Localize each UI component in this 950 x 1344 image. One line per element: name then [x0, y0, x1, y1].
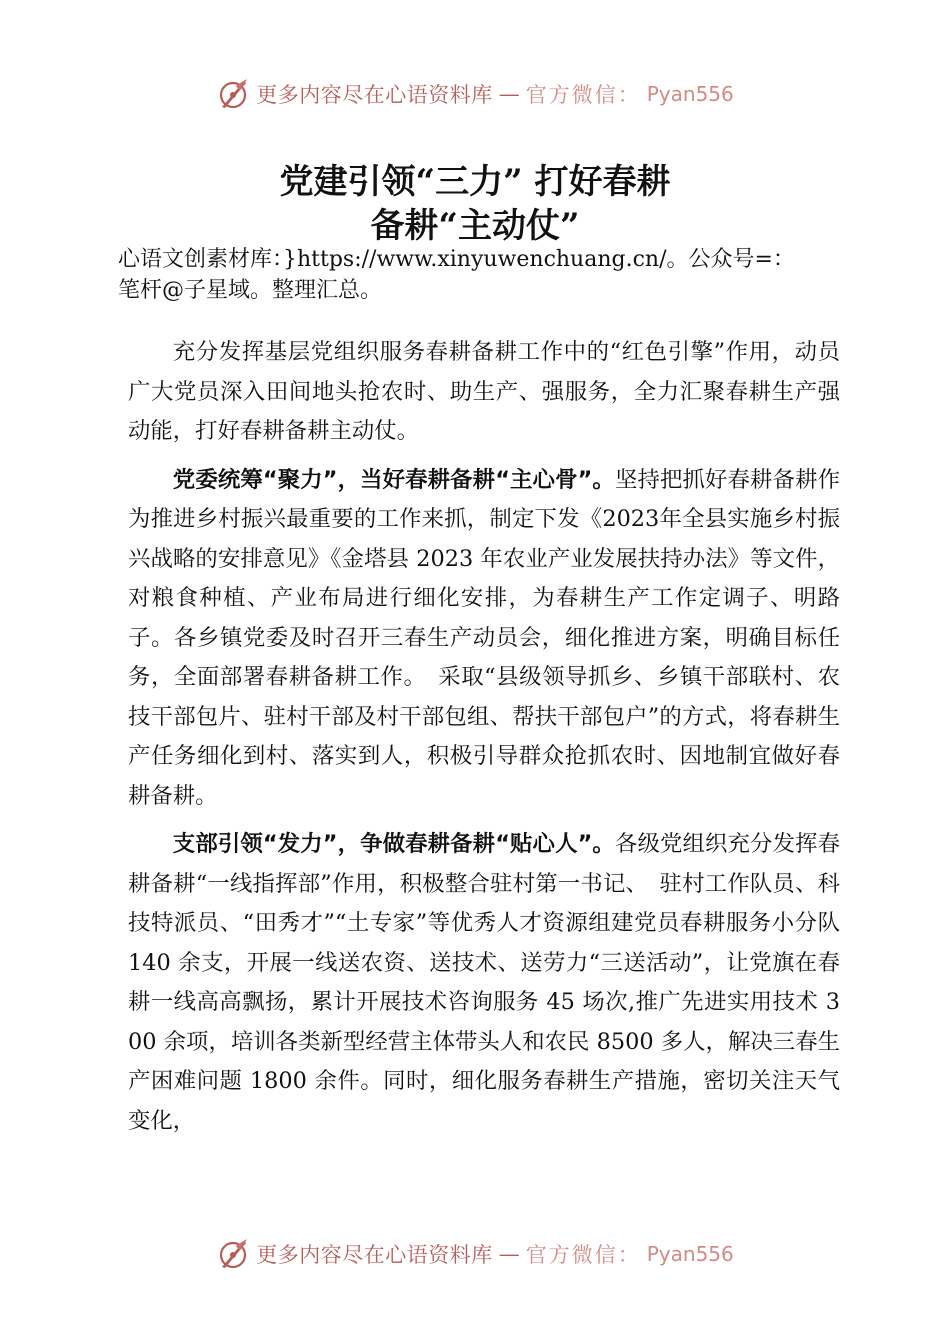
- quill-pen-circle-icon: [216, 77, 250, 111]
- footer-banner: [0, 1232, 950, 1276]
- header-banner: [0, 72, 950, 116]
- paragraph-lead: 党委统筹“聚力”，当好春耕备耕“主心骨”。: [172, 466, 615, 493]
- banner-separator: —: [498, 82, 520, 106]
- source-line2: 笔杆@子星域。整理汇总。: [118, 278, 383, 303]
- paragraph-intro: [128, 333, 840, 452]
- source-line1: 心语文创素材库：}https://www.xinyuwenchuang.cn/。公众号=：: [118, 247, 795, 272]
- banner-wechat-label: 官方微信：: [525, 83, 641, 107]
- paragraph-text: 充分发挥基层党组织服务春耕备耕工作中的“红色引擎”作用，动员广大党员深入田间地头抢农时、助生产、强服务，全力汇聚春耕生产强动能，打好春耕备耕主动仗。: [128, 339, 840, 444]
- banner-wechat-id: Pyan556: [646, 1242, 734, 1266]
- paragraph-party-committee: [128, 461, 840, 817]
- paragraph-lead: 支部引领“发力”，争做春耕备耕“贴心人”。: [172, 831, 615, 857]
- document-body: [128, 333, 840, 1150]
- banner-wechat-id: Pyan556: [646, 82, 734, 106]
- paragraph-text: 坚持把抓好春耕备耕作为推进乡村振兴最重要的工作来抓，制定下发《2023年全县实施乡村振兴战略的安排意见》《金塔县 2023 年农业产业发展扶持办法》等文件，对粮食种植、产业布局进行细化安排，为春耕生产工作定调子、明路子。各乡镇党委及时召开三春生产动员会，细化推进方案，明确目标任务，全面部署春耕备耕工作。 采取“县级领导抓乡、乡镇干部联村、农技干部包片、驻村干部及村干部包组、帮扶干部包户”的方式，将春耕生产任务细化到村、落实到人，积极引导群众抢抓农时、因地制宜做好春耕备耕。: [128, 466, 840, 809]
- banner-text: 更多内容尽在心语资料库: [256, 83, 493, 107]
- banner-wechat-label: 官方微信：: [525, 1243, 641, 1267]
- paragraph-text: 各级党组织充分发挥春耕备耕“一线指挥部”作用，积极整合驻村第一书记、 驻村工作队员、科技特派员、“田秀才”“土专家”等优秀人才资源组建党员春耕服务小分队 140 余支，开展一线送农资、送技术、送劳力“三送活动”，让党旗在春耕一线高高飘扬，累计开展技术咨询服务 45 场次,推广先进实用技术 300 余项，培训各类新型经营主体带头人和农民 8500 多人，解决三春生产困难问题 1800 余件。同时，细化服务春耕生产措施，密切关注天气变化，: [128, 831, 840, 1134]
- banner-separator: —: [498, 1242, 520, 1266]
- document-title-line1: 党建引领“三力” 打好春耕: [279, 162, 671, 202]
- document-title-line2: 备耕“主动仗”: [370, 206, 580, 246]
- quill-pen-circle-icon: [216, 1237, 250, 1271]
- banner-text: 更多内容尽在心语资料库: [256, 1243, 493, 1267]
- paragraph-branch: [128, 825, 840, 1141]
